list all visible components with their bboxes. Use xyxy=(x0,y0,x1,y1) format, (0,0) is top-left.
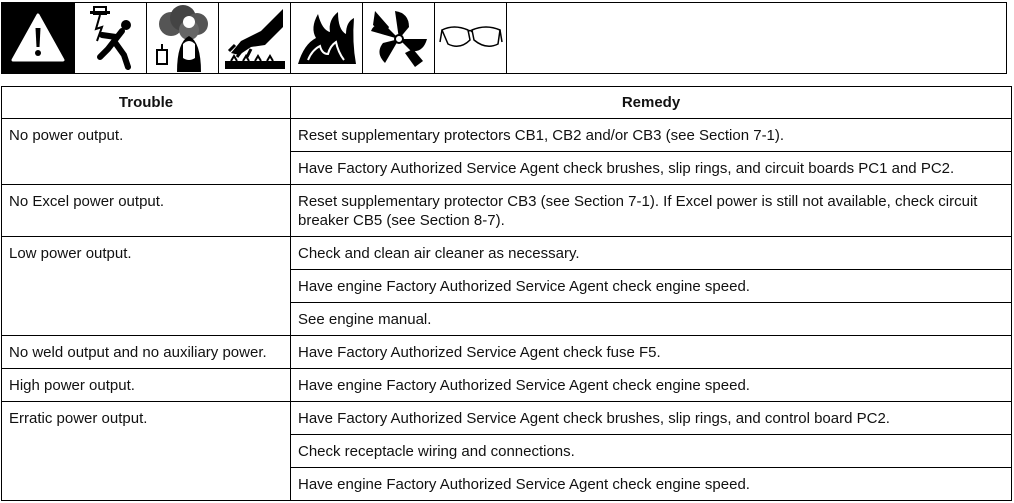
remedy-cell: Check and clean air cleaner as necessary. xyxy=(291,237,1012,270)
table-row xyxy=(2,402,1012,435)
trouble-cell: No power output. xyxy=(2,119,291,185)
remedy-cell: Have engine Factory Authorized Service Agent check engine speed. xyxy=(291,369,1012,402)
remedy-cell: See engine manual. xyxy=(291,303,1012,336)
electric-shock-icon xyxy=(75,3,147,73)
trouble-header: Trouble xyxy=(2,87,291,119)
trouble-cell: No Excel power output. xyxy=(2,185,291,237)
remedy-cell: Have engine Factory Authorized Service Agent check engine speed. xyxy=(291,468,1012,501)
remedy-cell: Have Factory Authorized Service Agent check fuse F5. xyxy=(291,336,1012,369)
safety-glasses-icon xyxy=(435,3,507,73)
fire-icon xyxy=(291,3,363,73)
header-row xyxy=(2,87,1012,119)
table-row xyxy=(2,369,1012,402)
strip-blank xyxy=(507,3,1006,73)
warning-icon xyxy=(2,3,75,73)
moving-parts-icon xyxy=(363,3,435,73)
remedy-cell: Have engine Factory Authorized Service Agent check engine speed. xyxy=(291,270,1012,303)
table-row xyxy=(2,237,1012,270)
remedy-cell: Have Factory Authorized Service Agent check brushes, slip rings, and circuit boards PC1 and PC2. xyxy=(291,152,1012,185)
remedy-cell: Reset supplementary protectors CB1, CB2 and/or CB3 (see Section 7-1). xyxy=(291,119,1012,152)
remedy-cell: Check receptacle wiring and connections. xyxy=(291,435,1012,468)
trouble-cell: Erratic power output. xyxy=(2,402,291,501)
safety-icon-strip xyxy=(1,2,1007,74)
remedy-header: Remedy xyxy=(291,87,1012,119)
hot-parts-icon xyxy=(219,3,291,73)
table-row xyxy=(2,119,1012,152)
troubleshooting-table xyxy=(1,86,1012,501)
table-row xyxy=(2,185,1012,237)
remedy-cell: Reset supplementary protector CB3 (see Section 7-1). If Excel power is still not available, check circuit breaker CB5 (see Section 8-7). xyxy=(291,185,1012,237)
trouble-cell: No weld output and no auxiliary power. xyxy=(2,336,291,369)
trouble-cell: High power output. xyxy=(2,369,291,402)
table-row xyxy=(2,336,1012,369)
trouble-cell: Low power output. xyxy=(2,237,291,336)
remedy-cell: Have Factory Authorized Service Agent check brushes, slip rings, and control board PC2. xyxy=(291,402,1012,435)
fumes-icon xyxy=(147,3,219,73)
